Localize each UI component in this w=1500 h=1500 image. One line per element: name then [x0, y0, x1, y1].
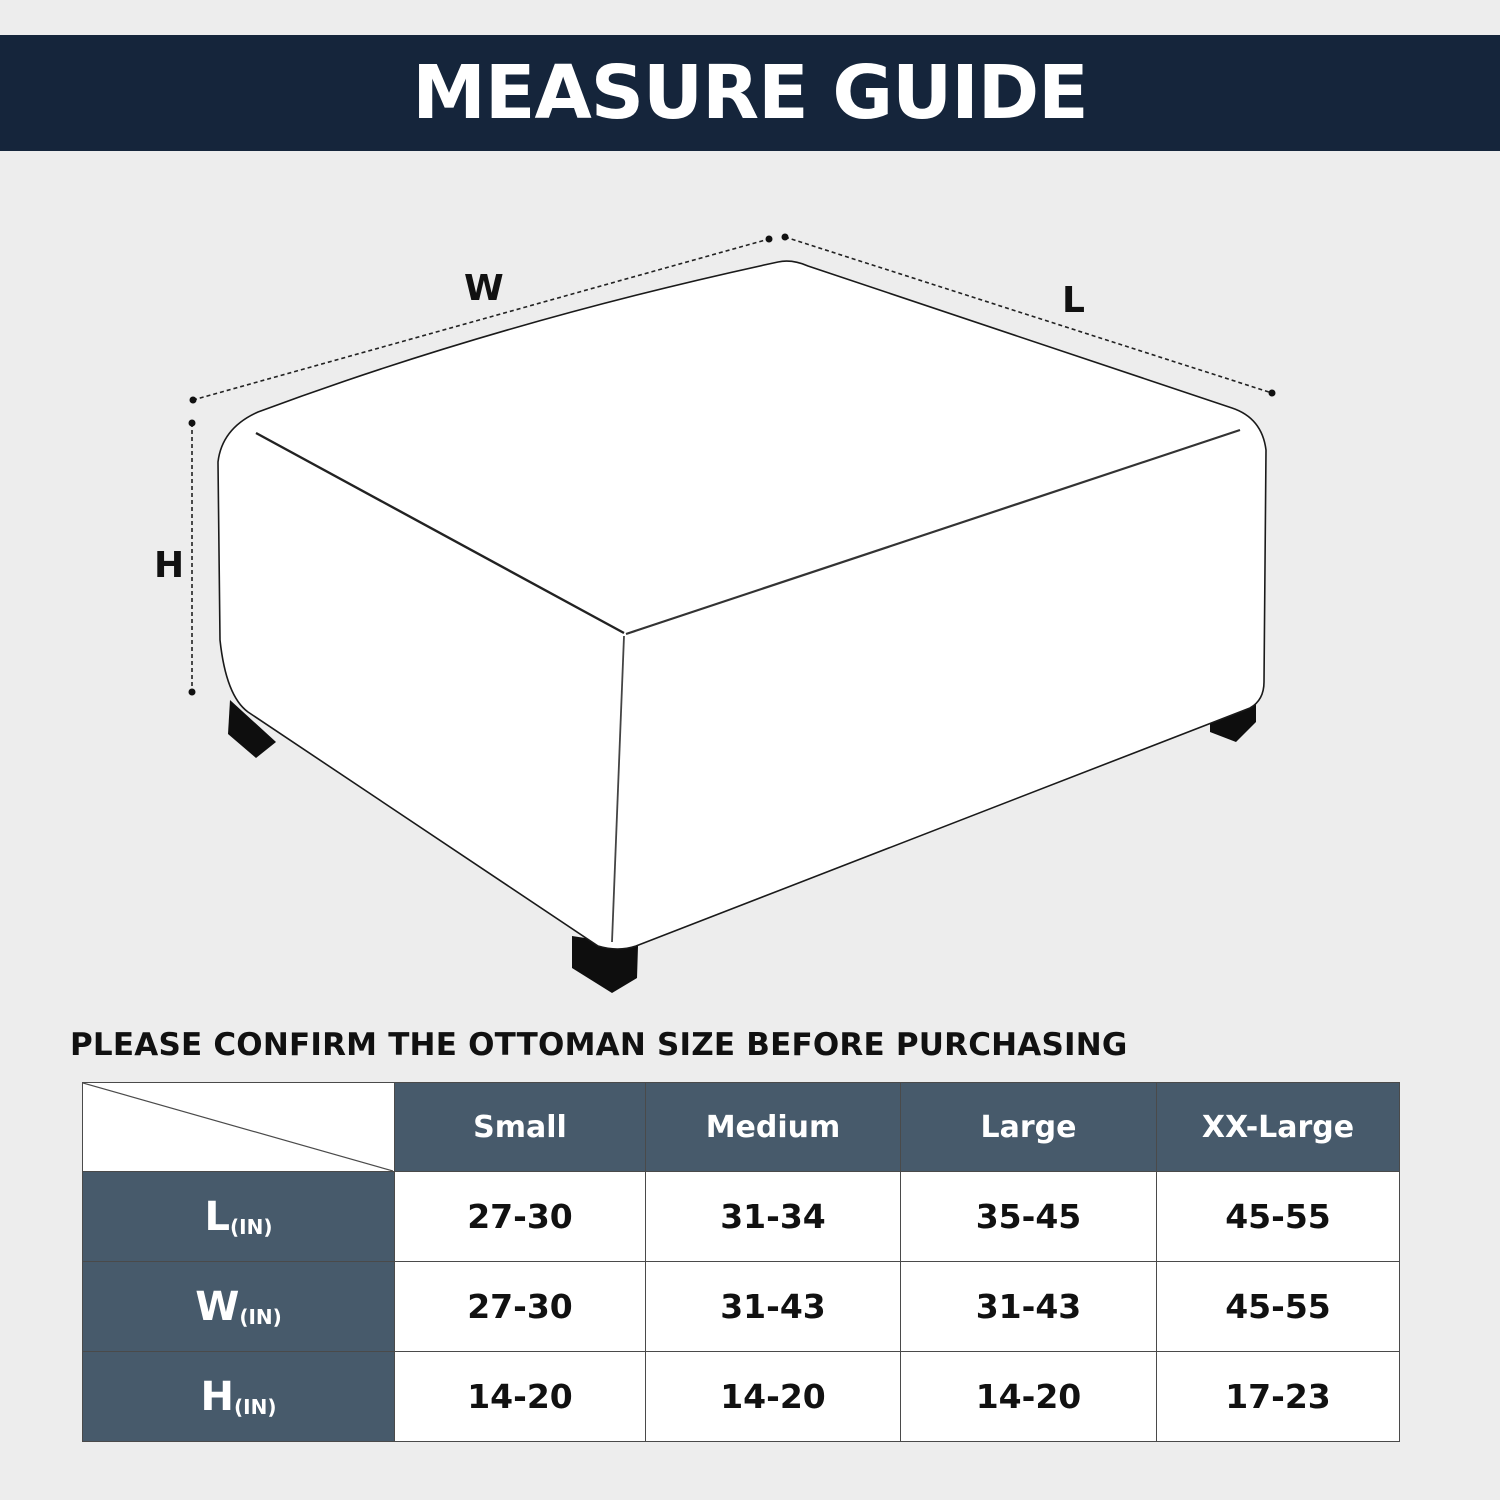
ottoman-body — [218, 261, 1266, 949]
cell-width-xx-large: 45-55 — [1157, 1262, 1400, 1352]
row-label-length — [83, 1172, 395, 1262]
cell-width-small: 27-30 — [395, 1262, 646, 1352]
row-dim: L — [204, 1193, 231, 1240]
length-dim-dot-end — [1269, 390, 1276, 397]
cell-length-large: 35-45 — [901, 1172, 1157, 1262]
length-dim-dot-start — [782, 234, 789, 241]
cell-length-small: 27-30 — [395, 1172, 646, 1262]
size-confirmation-notice: PLEASE CONFIRM THE OTTOMAN SIZE BEFORE PURCHASING — [70, 1027, 1128, 1063]
table-row — [83, 1352, 1400, 1442]
cell-height-xx-large: 17-23 — [1157, 1352, 1400, 1442]
row-label-width — [83, 1262, 395, 1352]
width-dim-dot-start — [190, 397, 197, 404]
size-column-xx-large: XX-Large — [1157, 1083, 1400, 1172]
cell-length-xx-large: 45-55 — [1157, 1172, 1400, 1262]
size-chart-table — [82, 1082, 1400, 1442]
table-row — [83, 1262, 1400, 1352]
cell-width-large: 31-43 — [901, 1262, 1157, 1352]
table-row — [83, 1172, 1400, 1262]
cell-height-medium: 14-20 — [646, 1352, 901, 1442]
height-dim-dot-end — [189, 689, 196, 696]
cell-height-small: 14-20 — [395, 1352, 646, 1442]
size-column-large: Large — [901, 1083, 1157, 1172]
width-dim-dot-end — [766, 236, 773, 243]
cell-height-large: 14-20 — [901, 1352, 1157, 1442]
table-corner-cell — [83, 1083, 395, 1172]
row-label-height — [83, 1352, 395, 1442]
size-column-small: Small — [395, 1083, 646, 1172]
height-label: H — [154, 545, 185, 586]
row-dim: H — [200, 1373, 234, 1420]
size-header-row — [83, 1083, 1400, 1172]
size-column-medium: Medium — [646, 1083, 901, 1172]
page-title: MEASURE GUIDE — [412, 50, 1088, 136]
width-label: W — [464, 268, 504, 309]
corner-diagonal — [83, 1083, 393, 1171]
row-unit: (IN) — [239, 1304, 282, 1329]
row-unit: (IN) — [234, 1394, 277, 1419]
height-dim-dot-start — [189, 420, 196, 427]
cell-length-medium: 31-34 — [646, 1172, 901, 1262]
length-label: L — [1062, 280, 1085, 321]
row-dim: W — [195, 1283, 240, 1330]
row-unit: (IN) — [230, 1214, 273, 1239]
cell-width-medium: 31-43 — [646, 1262, 901, 1352]
